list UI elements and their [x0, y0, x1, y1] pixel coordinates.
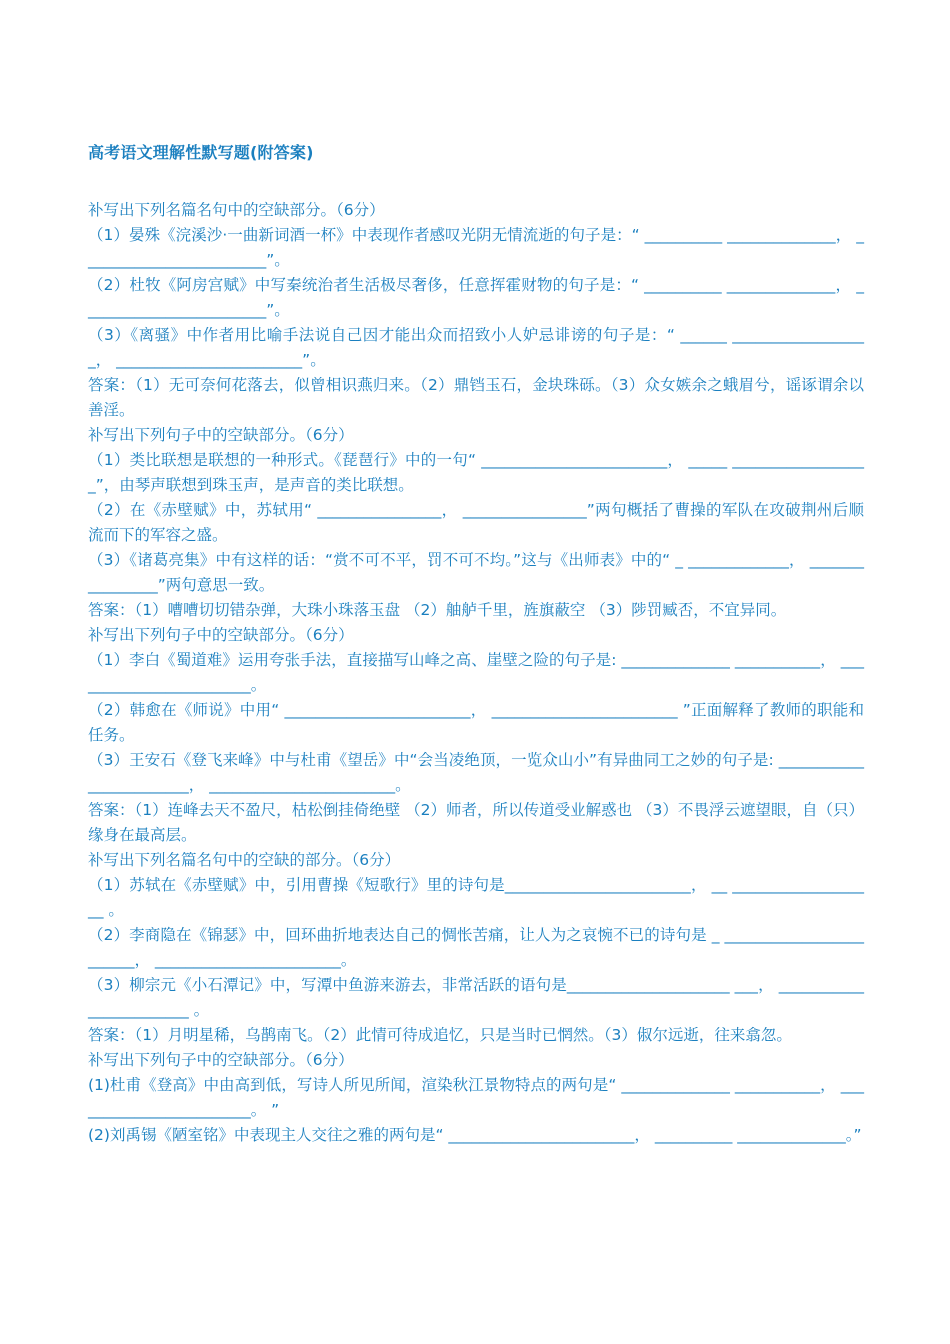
- section-heading: 补写出下列句子中的空缺部分。（6分）: [88, 626, 354, 644]
- question-line: （1）类比联想是联想的一种形式。《琵琶行》中的一句“ ________________________， _____ __________________”，由琴声联想到珠玉声，是声音的类比联想。: [88, 451, 864, 494]
- question-line: （3）《诸葛亮集》中有这样的话：“赏不可不平，罚不可不均。”这与《出师表》中的“ _ _____________， ________________”两句意思一致。: [88, 551, 864, 594]
- question-line: （3）王安石《登飞来峰》中与杜甫《望岳》中“会当凌绝顶，一览众山小”有异曲同工之妙的句子是: ________________________， ________________________。: [88, 751, 864, 794]
- section-heading: 补写出下列句子中的空缺部分。（6分）: [88, 426, 354, 444]
- question-line: （2）在《赤壁赋》中，苏轼用“ ________________， ________________”两句概括了曹操的军队在攻破荆州后顺流而下的军容之盛。: [88, 501, 864, 544]
- question-line: (2)刘禹锡《陋室铭》中表现主人交往之雅的两句是“ ________________________， __________ ______________。”: [88, 1126, 862, 1144]
- section-heading: 补写出下列名篇名句中的空缺部分。（6分）: [88, 201, 385, 219]
- question-line: （2）杜牧《阿房宫赋》中写秦统治者生活极尽奢侈，任意挥霍财物的句子是：“ __________ ______________， ________________________”。: [88, 276, 864, 319]
- document-title: 高考语文理解性默写题(附答案): [88, 143, 314, 162]
- question-line: （1）李白《蜀道难》运用夸张手法，直接描写山峰之高、崖壁之险的句子是: ______________ ___________， ________________________。: [88, 651, 864, 694]
- question-line: （2）李商隐在《锦瑟》中，回环曲折地表达自己的惆怅苦痛，让人为之哀惋不已的诗句是 _ ________________________， ________________________。: [88, 926, 864, 969]
- question-line: （3）《离骚》中作者用比喻手法说自己因才能出众而招致小人妒忌诽谤的句子是：“ ______ __________________， ________________________”。: [88, 326, 864, 369]
- question-line: （2）韩愈在《师说》中用“ ________________________， ________________________ ”正面解释了教师的职能和任务。: [88, 701, 864, 744]
- answer-line: 答案：（1）无可奈何花落去，似曾相识燕归来。（2）鼎铛玉石，金块珠砾。（3）众女嫉余之蛾眉兮，谣诼谓余以善淫。: [88, 376, 864, 419]
- answer-line: 答案：（1）连峰去天不盈尺，枯松倒挂倚绝壁 （2）师者，所以传道受业解惑也 （3）不畏浮云遮望眼，自（只）缘身在最高层。: [88, 801, 864, 844]
- section-heading: 补写出下列句子中的空缺部分。（6分）: [88, 1051, 354, 1069]
- document-lines: [88, 198, 864, 1148]
- question-line: （3）柳宗元《小石潭记》中，写潭中鱼游来游去，非常活跃的语句是_____________________ ___， ________________________ 。: [88, 976, 864, 1019]
- section-heading: 补写出下列名篇名句中的空缺的部分。（6分）: [88, 851, 401, 869]
- answer-line: 答案：（1）月明星稀，乌鹊南飞。（2）此情可待成追忆，只是当时已惘然。（3）俶尔远逝，往来翕忽。: [88, 1026, 792, 1044]
- question-line: (1)杜甫《登高》中由高到低，写诗人所见所闻，渲染秋江景物特点的两句是“ ______________ ___________， ________________________。 ”: [88, 1076, 864, 1119]
- question-line: （1）苏轼在《赤壁赋》中，引用曹操《短歌行》里的诗句是________________________， __ ___________________ 。: [88, 876, 864, 919]
- document-body: [88, 140, 864, 1148]
- question-line: （1）晏殊《浣溪沙·一曲新词酒一杯》中表现作者感叹光阴无情流逝的句子是：“ __________ ______________， ________________________”。: [88, 226, 864, 269]
- answer-line: 答案：（1）嘈嘈切切错杂弹，大珠小珠落玉盘 （2）舳舻千里，旌旗蔽空 （3）陟罚臧否，不宜异同。: [88, 601, 787, 619]
